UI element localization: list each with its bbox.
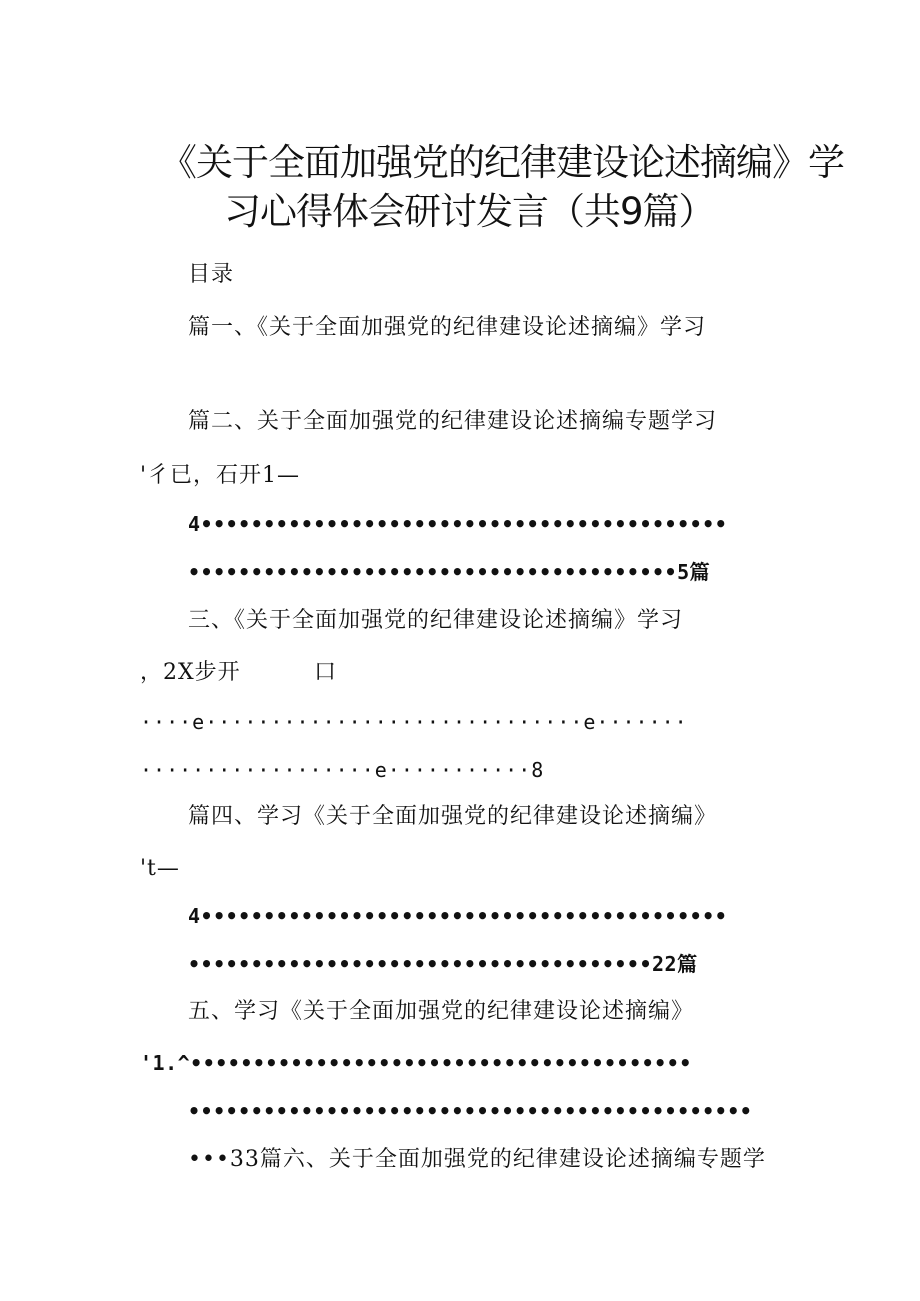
toc-entry-2: 篇二、关于全面加强党的纪律建设论述摘编专题学习 bbox=[188, 409, 718, 434]
toc-entry-3-box-glyph: 口 bbox=[314, 660, 338, 685]
document-title-line-2: 习心得体会研讨发言（共9篇） bbox=[224, 190, 715, 233]
toc-entry-2-subtitle: '彳已，石开1— bbox=[140, 463, 301, 488]
toc-entry-4-subtitle: 't— bbox=[140, 856, 180, 881]
toc-heading: 目录 bbox=[188, 262, 235, 287]
toc-leader-line: 4•••••••••••••••••••••••••••••••••••••••••• bbox=[188, 512, 728, 536]
toc-entry-6: •••33篇六、关于全面加强党的纪律建设论述摘编专题学 bbox=[188, 1147, 766, 1172]
toc-leader-line: •••••••••••••••••••••••••••••••••••••22篇 bbox=[188, 952, 698, 976]
toc-entry-1: 篇一、《关于全面加强党的纪律建设论述摘编》学习 bbox=[188, 315, 707, 340]
toc-entry-5: 五、学习《关于全面加强党的纪律建设论述摘编》 bbox=[188, 999, 695, 1024]
toc-entry-3: 三、《关于全面加强党的纪律建设论述摘编》学习 bbox=[188, 608, 684, 633]
toc-leader-line: 4•••••••••••••••••••••••••••••••••••••••••• bbox=[188, 904, 728, 928]
toc-leader-line: •••••••••••••••••••••••••••••••••••••••5篇 bbox=[188, 560, 711, 584]
toc-leader-line: ··················e···········8 bbox=[140, 758, 545, 782]
toc-leader-line: '1.^•••••••••••••••••••••••••••••••••••••••• bbox=[140, 1051, 692, 1075]
toc-entry-4: 篇四、学习《关于全面加强党的纪律建设论述摘编》 bbox=[188, 804, 718, 829]
toc-leader-line: ••••••••••••••••••••••••••••••••••••••••••••• bbox=[188, 1099, 753, 1123]
toc-leader-line: ····e·····························e······· bbox=[140, 710, 688, 734]
toc-entry-3-subtitle: ，2X步开 bbox=[140, 660, 241, 685]
document-title-line-1: 《关于全面加强党的纪律建设论述摘编》学 bbox=[160, 141, 844, 184]
